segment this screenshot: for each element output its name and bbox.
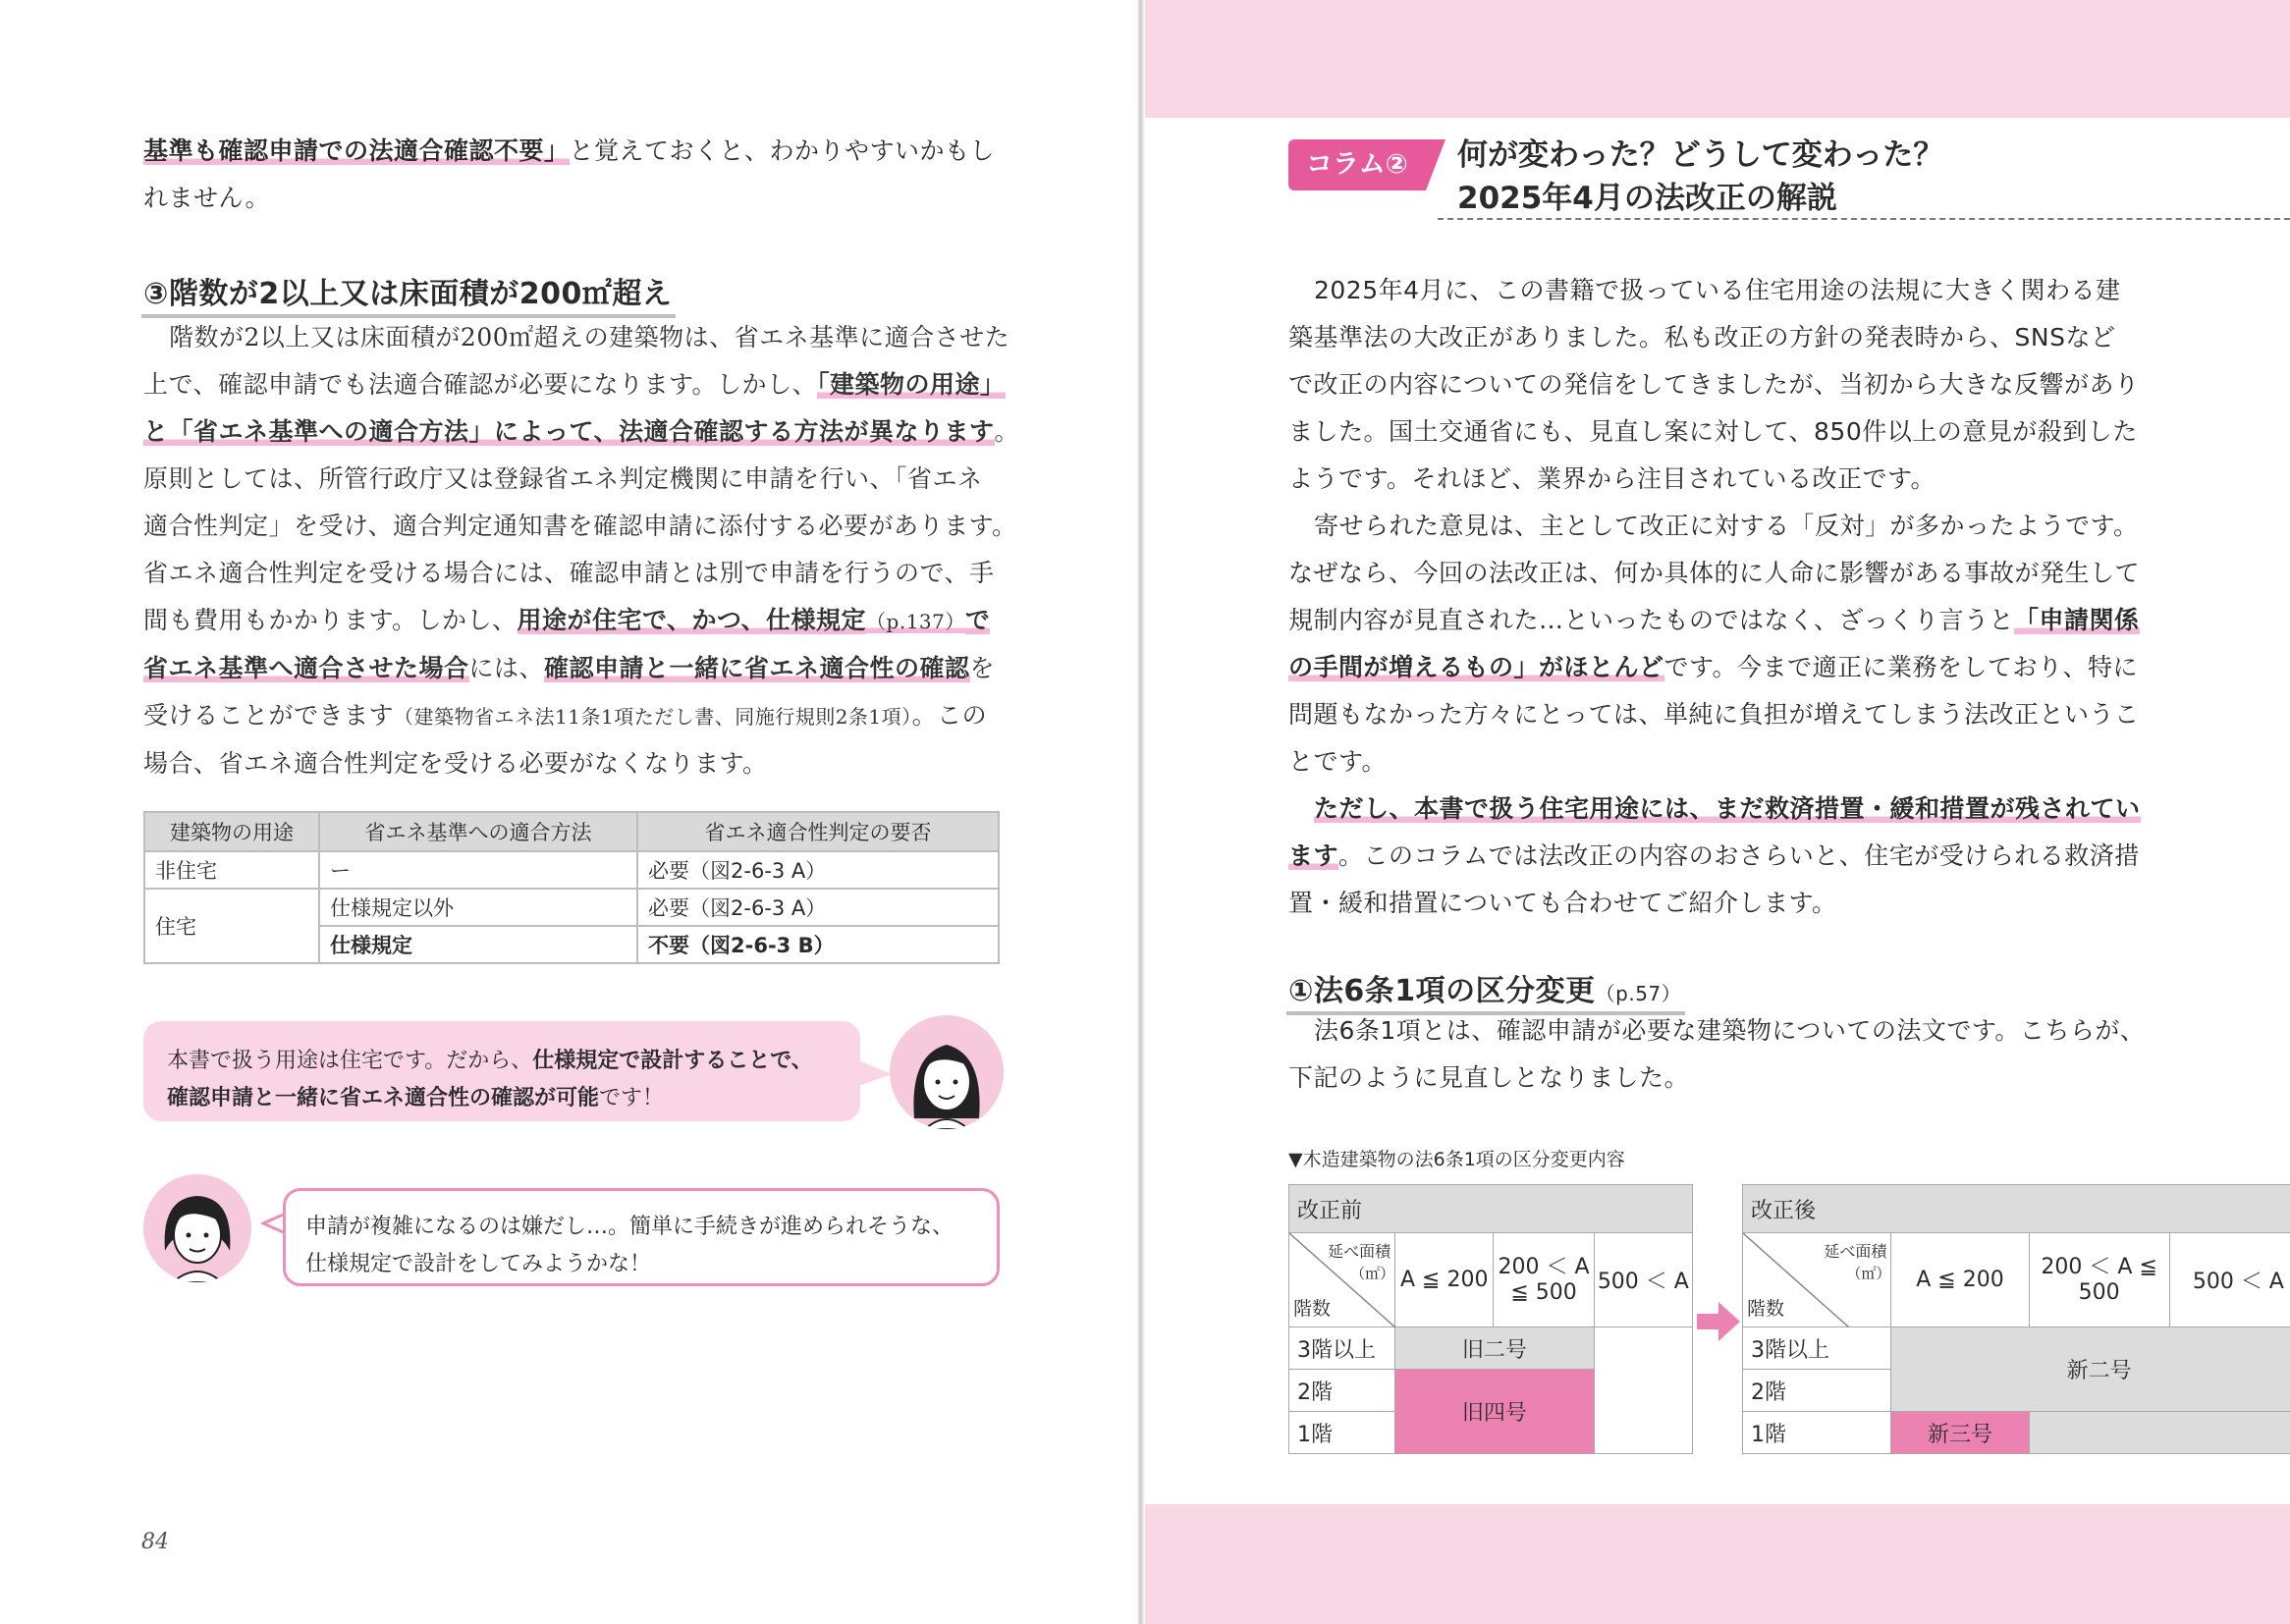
intro-text: と覚えておくと、わかりやすいかもし xyxy=(569,136,996,165)
body-text: です。今まで適正に業務をしており、特に xyxy=(1663,653,2139,681)
row-label: 2階 xyxy=(1743,1370,1891,1412)
body-line: 場合、省エネ適合性判定を受ける必要がなくなります。 xyxy=(143,749,768,778)
bottom-pink-band xyxy=(1145,1504,2290,1624)
axis-cell xyxy=(1289,1233,1395,1327)
body-line: ようです。それほど、業界から注目されている改正です。 xyxy=(1288,464,1936,493)
table-cell: 仕様規定 xyxy=(319,926,637,963)
table-row xyxy=(144,889,999,926)
table-title: 改正前 xyxy=(1289,1185,1693,1233)
body-line: 階数が2以上又は床面積が200㎡超えの建築物は、省エネ基準に適合させた xyxy=(169,323,1010,352)
highlight-text: ただし、本書で扱う住宅用途には、まだ救済措置・緩和措置が残されてい xyxy=(1314,794,2141,823)
section1-heading-text: ①法6条1項の区分変更 xyxy=(1288,974,1596,1008)
person-illustration-icon xyxy=(143,1174,251,1282)
intro-paragraph xyxy=(143,128,995,222)
author-avatar xyxy=(890,1015,1004,1129)
bubble-bold-text: 確認申請と一緒に省エネ適合性の確認が可能 xyxy=(167,1086,600,1110)
highlight-text: と「省エネ基準への適合方法」によって、法適合確認する方法が異なります xyxy=(143,417,995,446)
after-revision-table xyxy=(1742,1184,2290,1454)
highlight-text: 省エネ基準へ適合させた場合 xyxy=(143,654,469,682)
table-title: 改正後 xyxy=(1743,1185,2290,1233)
column-title xyxy=(1457,134,1943,220)
column-title-line2: 2025年4月の法改正の解説 xyxy=(1457,181,1837,216)
body-line: 寄せられた意見は、主として改正に対する「反対」が多かったようです。 xyxy=(1314,512,2139,540)
right-page xyxy=(1145,0,2290,1624)
axis-unit-label: （㎡） xyxy=(1846,1265,1891,1282)
axis-floors-label: 階数 xyxy=(1747,1298,1785,1320)
table-cell: ー xyxy=(319,851,637,889)
column-header: A ≦ 200 xyxy=(1891,1233,2029,1327)
column-header: 500 ＜ A xyxy=(1594,1233,1692,1327)
body-line: 上で、確認申請でも法適合確認が必要になります。しかし、 xyxy=(143,370,818,399)
law-reference: （建築物省エネ法11条1項ただし書、同施行規則2条1項） xyxy=(394,705,912,729)
axis-unit-label: （㎡） xyxy=(1350,1265,1395,1282)
table-row xyxy=(144,851,999,889)
row-label: 2階 xyxy=(1289,1370,1395,1412)
bubble-text: です！ xyxy=(599,1086,665,1110)
body-line: 法6条1項とは、確認申請が必要な建築物についての法文です。こちらが、 xyxy=(1314,1016,2146,1045)
row-label: 3階以上 xyxy=(1289,1327,1395,1370)
category-new-2-cell xyxy=(2029,1412,2290,1454)
body-line: で改正の内容についての発信をしてきましたが、当初から大きな反響があり xyxy=(1288,370,2140,399)
body-line: 築基準法の大改正がありました。私も改正の方針の発表時から、SNSなど xyxy=(1288,323,2116,352)
badge-arrow-icon xyxy=(1416,139,1445,190)
body-line: 置・緩和措置についても合わせてご紹介します。 xyxy=(1288,889,1837,917)
empty-cell xyxy=(1594,1327,1692,1454)
row-label: 1階 xyxy=(1743,1412,1891,1454)
table-header: 省エネ基準への適合方法 xyxy=(319,812,637,851)
category-new-2: 新二号 xyxy=(1891,1327,2290,1412)
left-page xyxy=(0,0,1139,1624)
highlight-text: の手間が増えるもの」がほとんど xyxy=(1288,653,1664,681)
column-header: A ≦ 200 xyxy=(1395,1233,1494,1327)
book-gutter xyxy=(1137,0,1145,1624)
section3-heading: ③階数が2以上又は床面積が200㎡超え xyxy=(141,269,676,318)
table-cell: 非住宅 xyxy=(144,851,319,889)
table-cell: 仕様規定以外 xyxy=(319,889,637,926)
bubble-text: 仕様規定で設計をしてみようかな！ xyxy=(305,1252,652,1276)
highlight-text: 用途が住宅で、かつ、仕様規定 xyxy=(517,606,867,634)
section3-body xyxy=(143,314,1019,787)
table-cell: 必要（図2-6-3 A） xyxy=(637,889,999,926)
column-badge: コラム② xyxy=(1288,139,1426,190)
figure-caption: ▼木造建築物の法6条1項の区分変更内容 xyxy=(1288,1149,1625,1170)
category-old-4: 旧四号 xyxy=(1395,1370,1595,1454)
highlight-text: 「申請関係 xyxy=(2014,606,2140,634)
top-pink-band xyxy=(1145,0,2290,118)
table-cell: 必要（図2-6-3 A） xyxy=(637,851,999,889)
highlight-text: 確認申請と一緒に省エネ適合性の確認 xyxy=(544,654,970,682)
bubble-bold-text: 仕様規定で設計することで、 xyxy=(532,1049,813,1073)
row-label: 3階以上 xyxy=(1743,1327,1891,1370)
body-text: 。 xyxy=(994,417,1020,446)
column-header: 200 ＜ A ≦ 500 xyxy=(1494,1233,1594,1327)
body-line: 2025年4月に、この書籍で扱っている住宅用途の法規に大きく関わる建 xyxy=(1314,276,2121,304)
body-text: には、 xyxy=(468,654,545,682)
body-line: ました。国土交通省にも、見直し案に対して、850件以上の意見が殺到した xyxy=(1288,417,2138,446)
body-text: 規制内容が見直された…といったものではなく、ざっくり言うと xyxy=(1288,606,2015,634)
axis-floors-label: 階数 xyxy=(1293,1298,1332,1320)
axis-area-label: 延べ面積 xyxy=(1328,1242,1391,1261)
intro-text-2: れません。 xyxy=(143,184,271,212)
bubble-text: 本書で扱う用途は住宅です。だから、 xyxy=(167,1049,533,1073)
speech-bubble-author xyxy=(143,1021,860,1121)
table-header: 建築物の用途 xyxy=(144,812,319,851)
page-ref: （p.57） xyxy=(1595,982,1682,1005)
body-text: 間も費用もかかります。しかし、 xyxy=(143,606,518,634)
bubble-tail-icon xyxy=(858,1060,892,1088)
body-text: 。この xyxy=(911,701,988,730)
body-line: 省エネ適合性判定を受ける場合には、確認申請とは別で申請を行うので、手 xyxy=(143,559,995,587)
woman-illustration-icon xyxy=(890,1015,1004,1129)
row-label: 1階 xyxy=(1289,1412,1395,1454)
body-text: を xyxy=(969,654,996,682)
arrow-right-icon xyxy=(1697,1302,1740,1341)
column-header: 500 ＜ A xyxy=(2169,1233,2290,1327)
category-old-2: 旧二号 xyxy=(1395,1327,1595,1370)
before-revision-table xyxy=(1288,1184,1693,1454)
highlight-text: で xyxy=(964,606,991,634)
reader-avatar xyxy=(143,1174,251,1282)
column-body xyxy=(1288,267,2141,927)
bubble-text: 申請が複雑になるのは嫌だし…。簡単に手続きが進められそうな、 xyxy=(305,1215,954,1239)
intro-highlight: 基準も確認申請での法適合確認不要」 xyxy=(143,136,570,165)
highlight-text: ます xyxy=(1288,841,1339,870)
axis-area-label: 延べ面積 xyxy=(1824,1242,1887,1261)
speech-bubble-reader xyxy=(283,1188,1000,1286)
body-line: 下記のように見直しとなりました。 xyxy=(1288,1063,1690,1092)
section1-body xyxy=(1288,1007,2145,1102)
title-dashed-rule xyxy=(1438,218,2290,220)
table-cell: 住宅 xyxy=(144,889,319,963)
energy-compliance-table xyxy=(143,811,1000,964)
body-text: 。このコラムでは法改正の内容のおさらいと、住宅が受けられる救済措 xyxy=(1338,841,2140,870)
page-ref: （p.137） xyxy=(866,610,965,633)
body-line: なぜなら、今回の法改正は、何か具体的に人命に影響がある事故が発生して xyxy=(1288,559,2141,587)
column-title-line1: 何が変わった？どうして変わった？ xyxy=(1457,137,1944,173)
axis-cell xyxy=(1743,1233,1891,1327)
body-line: 問題もなかった方々にとっては、単純に負担が増えてしまう法改正というこ xyxy=(1288,700,2140,729)
highlight-text: 「建築物の用途」 xyxy=(817,370,1006,399)
body-line: 適合性判定」を受け、適合判定通知書を確認申請に添付する必要があります。 xyxy=(143,512,1017,540)
body-line: とです。 xyxy=(1288,747,1388,776)
table-cell: 不要（図2-6-3 B） xyxy=(637,926,999,963)
table-header: 省エネ適合性判定の要否 xyxy=(637,812,999,851)
column-header: 200 ＜ A ≦ 500 xyxy=(2029,1233,2169,1327)
page-number: 84 xyxy=(141,1530,169,1554)
category-new-3: 新三号 xyxy=(1891,1412,2029,1454)
body-text: 受けることができます xyxy=(143,701,395,730)
body-line: 原則としては、所管行政庁又は登録省エネ判定機関に申請を行い、「省エネ xyxy=(143,464,983,493)
